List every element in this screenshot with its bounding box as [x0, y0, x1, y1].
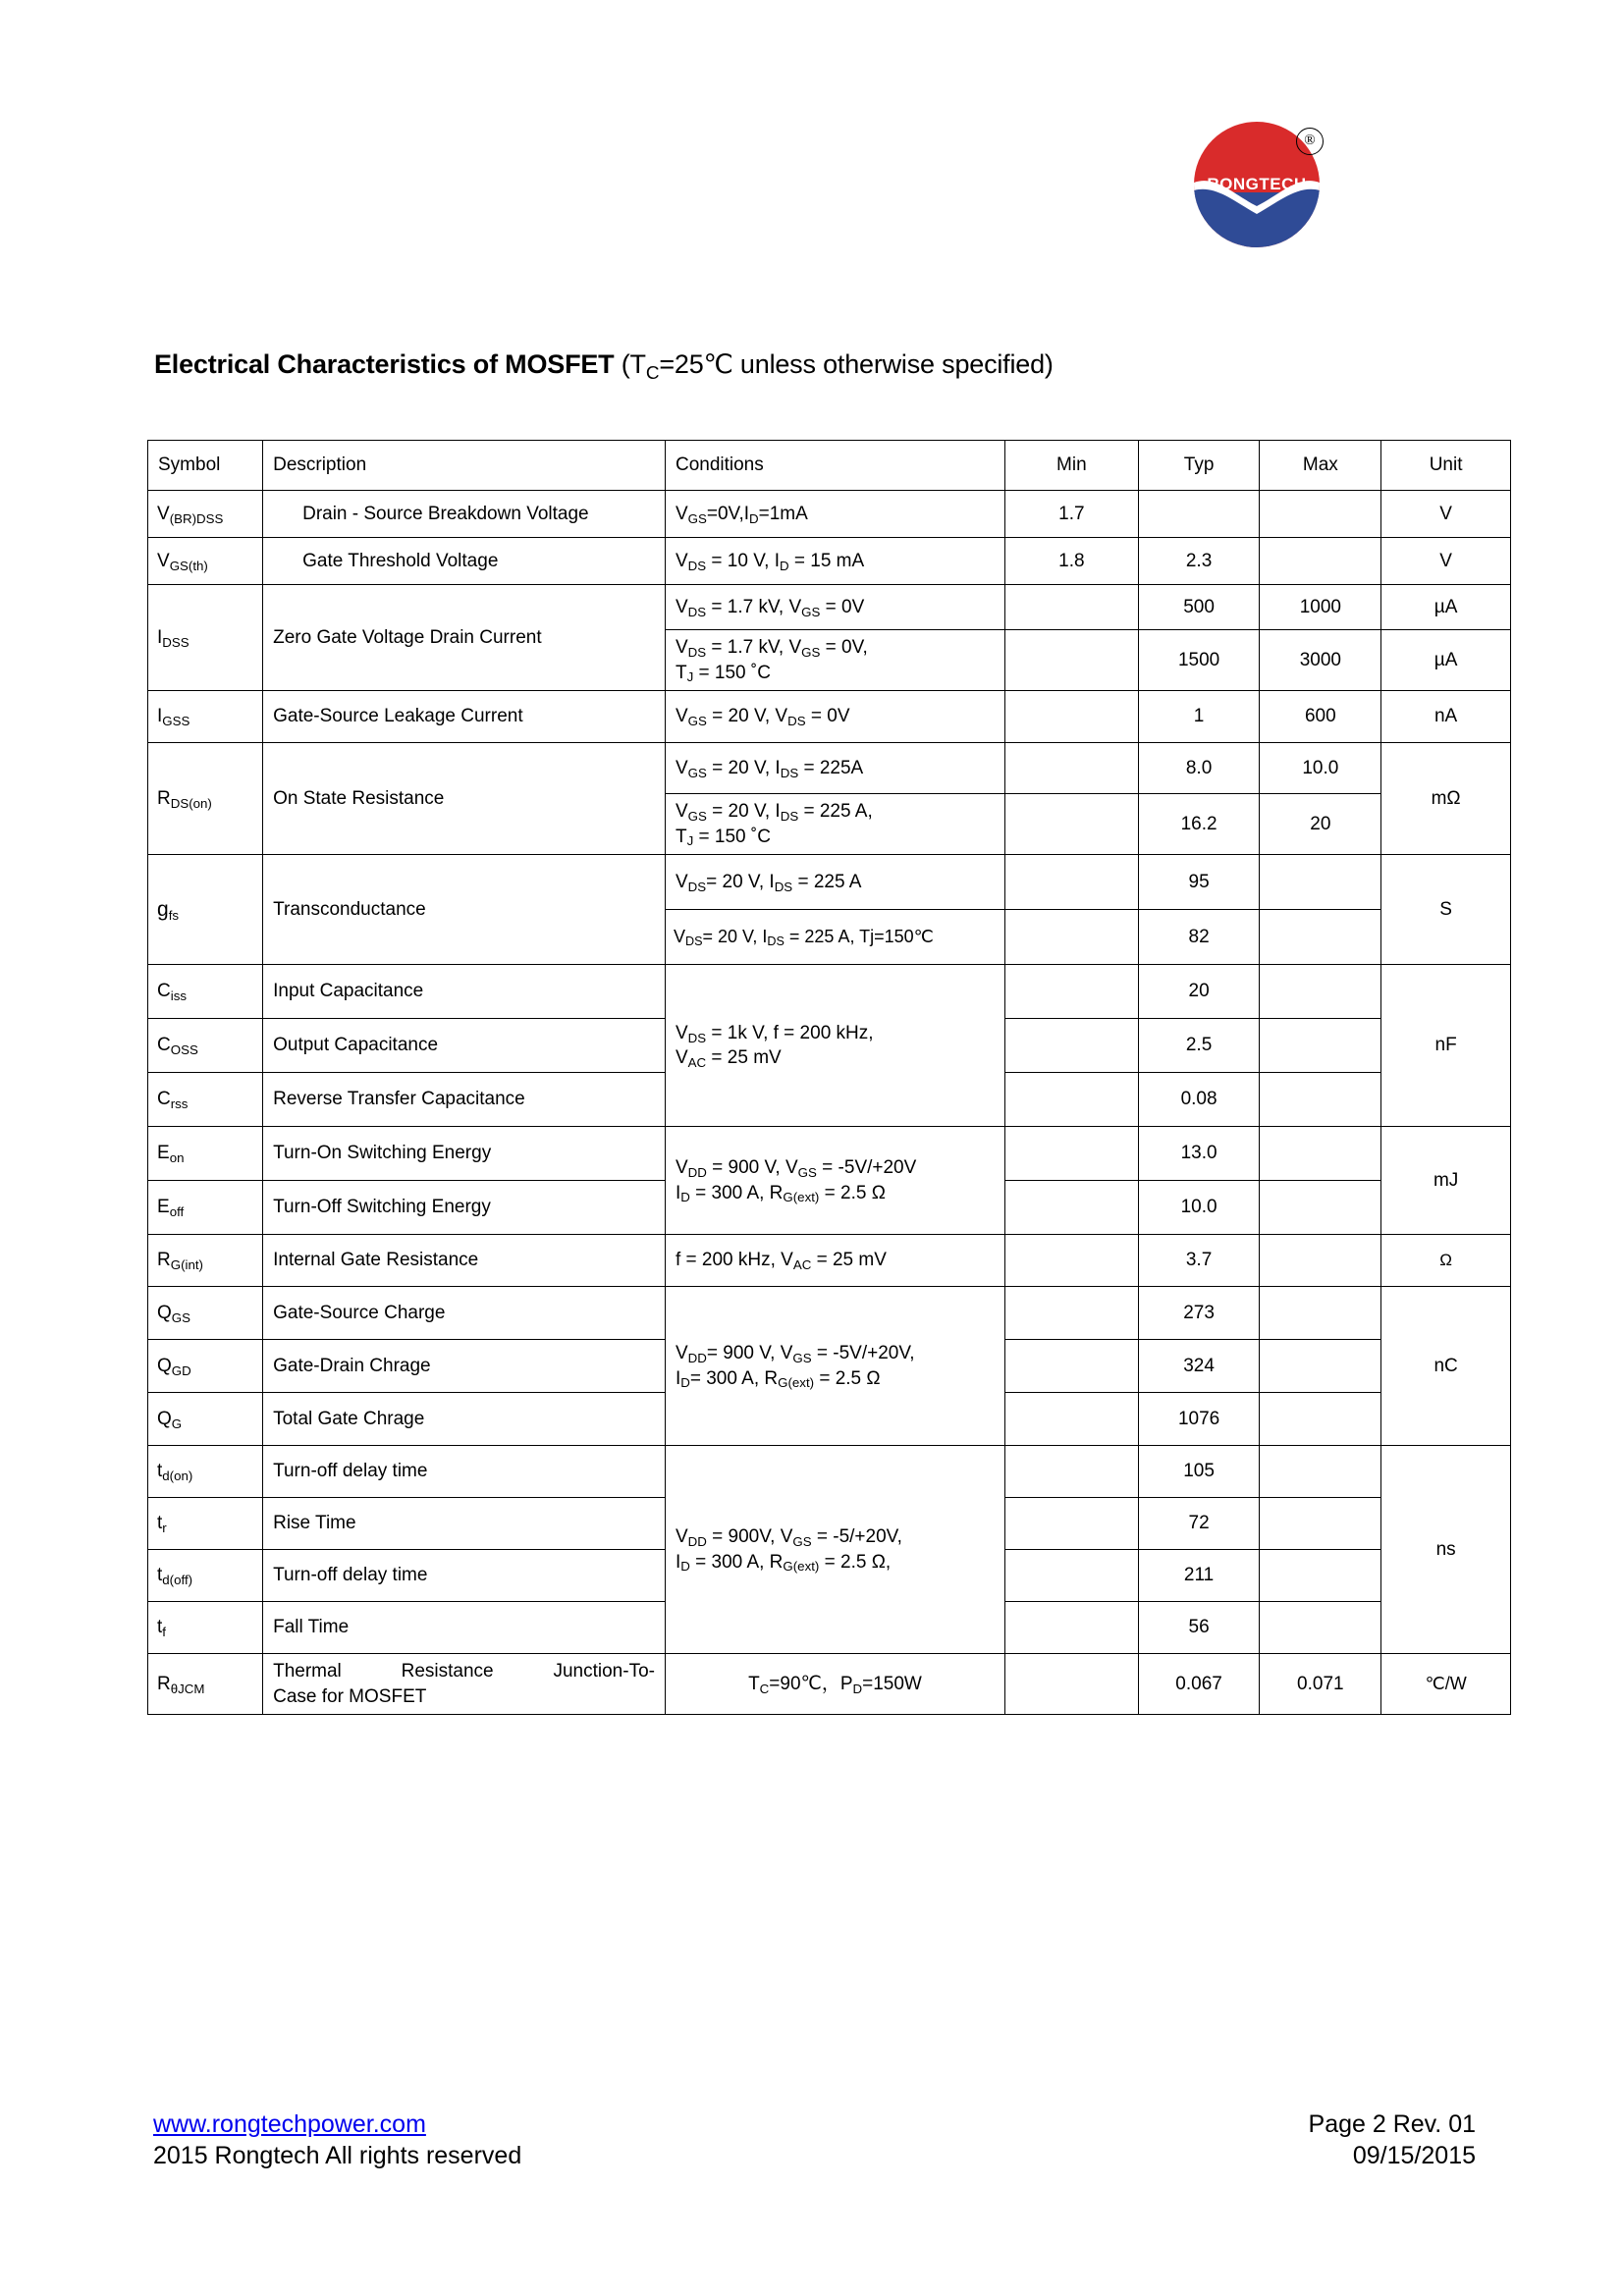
row-max: [1260, 1019, 1381, 1073]
table-row: [148, 538, 1511, 585]
rongtech-logo: [1174, 110, 1347, 238]
row-max: [1260, 855, 1381, 910]
row-description: Turn-On Switching Energy: [263, 1127, 666, 1181]
row-unit: µA: [1381, 585, 1511, 630]
page-title-suffix: =25℃ unless otherwise specified): [659, 349, 1054, 379]
row-min: [1004, 1181, 1138, 1235]
row-symbol: $E_{on}$: [148, 1127, 263, 1181]
row-description: Zero Gate Voltage Drain Current: [263, 585, 666, 691]
row-description: Drain - Source Breakdown Voltage: [263, 491, 666, 538]
row-typ: 13.0: [1138, 1127, 1260, 1181]
col-header-max: Max: [1260, 441, 1381, 491]
row-typ: 1: [1138, 691, 1260, 743]
row-max: 0.071: [1260, 1654, 1381, 1715]
row-max: [1260, 1235, 1381, 1287]
row-unit: ℃/W: [1381, 1654, 1511, 1715]
row-conditions: $V_{DS} = 1.7$ kV, $V_{GS} = 0V$: [665, 585, 1004, 630]
row-min: [1004, 1287, 1138, 1340]
row-max: 3000: [1260, 630, 1381, 691]
row-max: [1260, 538, 1381, 585]
table-row: [148, 691, 1511, 743]
footer-left: [153, 2109, 521, 2171]
row-symbol: $C_{OSS}$: [148, 1019, 263, 1073]
row-unit: Ω: [1381, 1235, 1511, 1287]
row-symbol: $Q_{GS}$: [148, 1287, 263, 1340]
row-typ: 56: [1138, 1602, 1260, 1654]
row-typ: 8.0: [1138, 743, 1260, 794]
row-symbol: $C_{rss}$: [148, 1073, 263, 1127]
row-description: Turn-off delay time: [263, 1550, 666, 1602]
row-max: [1260, 1181, 1381, 1235]
row-unit-merged: nC: [1381, 1287, 1511, 1446]
row-typ: 500: [1138, 585, 1260, 630]
row-typ: 1076: [1138, 1393, 1260, 1446]
row-description: Internal Gate Resistance: [263, 1235, 666, 1287]
table-row: [148, 743, 1511, 794]
row-unit: mΩ: [1381, 743, 1511, 855]
row-typ: 95: [1138, 855, 1260, 910]
row-symbol: $R_{\theta JCM}$: [148, 1654, 263, 1715]
col-header-symbol: Symbol: [148, 441, 263, 491]
row-conditions: $V_{GS} = 20$ V, $I_{DS} = 225$ A, $T_J = 150$ ˚C: [665, 794, 1004, 855]
row-min: [1004, 1602, 1138, 1654]
col-header-description: Description: [263, 441, 666, 491]
row-min: 1.8: [1004, 538, 1138, 585]
row-description: Gate Threshold Voltage: [263, 538, 666, 585]
row-conditions: $V_{DS}= 20$ V, $I_{DS} = 225$ A, Tj=150℃: [665, 910, 1004, 965]
row-symbol: $Q_G$: [148, 1393, 263, 1446]
row-min: [1004, 910, 1138, 965]
table-header-row: [148, 441, 1511, 491]
row-description: Turn-off delay time: [263, 1446, 666, 1498]
page-title-bold: Electrical Characteristics of MOSFET: [154, 349, 615, 379]
page-title-subscript: C: [645, 362, 660, 384]
row-max: [1260, 1287, 1381, 1340]
row-description: Gate-Drain Chrage: [263, 1340, 666, 1393]
row-conditions: $V_{GS} = 20$ V, $V_{DS} = 0V$: [665, 691, 1004, 743]
footer-date: 09/15/2015: [1352, 2142, 1476, 2169]
registered-trademark-icon: ®: [1296, 128, 1324, 155]
row-symbol: $V_{GS(th)}$: [148, 538, 263, 585]
col-header-min: Min: [1004, 441, 1138, 491]
page-footer: [0, 2109, 1623, 2197]
col-header-unit: Unit: [1381, 441, 1511, 491]
row-min: [1004, 585, 1138, 630]
row-max: [1260, 1498, 1381, 1550]
page-title: [154, 349, 1054, 384]
copyright-text: 2015 Rongtech All rights reserved: [153, 2142, 522, 2169]
row-symbol: $Q_{GD}$: [148, 1340, 263, 1393]
row-min: [1004, 1127, 1138, 1181]
row-typ: 0.067: [1138, 1654, 1260, 1715]
row-symbol: $g_{fs}$: [148, 855, 263, 965]
row-description-line1: Thermal Resistance Junction-To-: [273, 1661, 655, 1682]
table-row: [148, 1127, 1511, 1181]
page-title-prefix: (T: [614, 349, 646, 379]
row-min: [1004, 1446, 1138, 1498]
table-row: [148, 491, 1511, 538]
row-min: 1.7: [1004, 491, 1138, 538]
row-typ: 82: [1138, 910, 1260, 965]
electrical-characteristics-table-wrapper: [147, 440, 1511, 1715]
row-conditions-merged: $V_{DD} = 900V$, $V_{GS} = -5/+20V$, $I_D = 300$ A, $R_{G(ext)} = 2.5$ Ω,: [665, 1446, 1004, 1654]
row-symbol: $C_{iss}$: [148, 965, 263, 1019]
row-typ: 3.7: [1138, 1235, 1260, 1287]
row-max: 600: [1260, 691, 1381, 743]
row-max: 1000: [1260, 585, 1381, 630]
row-unit: V: [1381, 538, 1511, 585]
row-typ: 211: [1138, 1550, 1260, 1602]
row-max: [1260, 910, 1381, 965]
row-typ: 324: [1138, 1340, 1260, 1393]
row-description: Gate-Source Charge: [263, 1287, 666, 1340]
website-link[interactable]: www.rongtechpower.com: [153, 2110, 426, 2138]
row-min: [1004, 1235, 1138, 1287]
row-description: On State Resistance: [263, 743, 666, 855]
row-conditions: $V_{GS}=0V,I_D=1mA$: [665, 491, 1004, 538]
col-header-typ: Typ: [1138, 441, 1260, 491]
row-min: [1004, 794, 1138, 855]
row-conditions: $V_{DS}= 20$ V, $I_{DS} = 225$ A: [665, 855, 1004, 910]
row-min: [1004, 1550, 1138, 1602]
row-unit: nA: [1381, 691, 1511, 743]
row-description: [263, 1654, 666, 1715]
row-description: Gate-Source Leakage Current: [263, 691, 666, 743]
row-description: Reverse Transfer Capacitance: [263, 1073, 666, 1127]
col-header-conditions: Conditions: [665, 441, 1004, 491]
row-min: [1004, 965, 1138, 1019]
row-description: Transconductance: [263, 855, 666, 965]
row-conditions-merged: $V_{DD}= 900$ V, $V_{GS} = -5V/+20V$, $I_D= 300$ A, $R_{G(ext)} = 2.5$ Ω: [665, 1287, 1004, 1446]
page-revision-text: Page 2 Rev. 01: [1308, 2110, 1476, 2138]
row-unit: µA: [1381, 630, 1511, 691]
row-symbol: $R_{DS(on)}$: [148, 743, 263, 855]
row-min: [1004, 1393, 1138, 1446]
row-max: [1260, 491, 1381, 538]
row-symbol: $t_f$: [148, 1602, 263, 1654]
row-max: [1260, 1550, 1381, 1602]
row-max: [1260, 1446, 1381, 1498]
row-typ: 273: [1138, 1287, 1260, 1340]
row-typ: 20: [1138, 965, 1260, 1019]
row-unit-merged: mJ: [1381, 1127, 1511, 1235]
row-typ: 2.5: [1138, 1019, 1260, 1073]
row-min: [1004, 1019, 1138, 1073]
row-min: [1004, 1073, 1138, 1127]
row-unit-merged: ns: [1381, 1446, 1511, 1654]
row-max: [1260, 1127, 1381, 1181]
table-row: [148, 1446, 1511, 1498]
table-row: [148, 1287, 1511, 1340]
row-min: [1004, 743, 1138, 794]
row-min: [1004, 1340, 1138, 1393]
row-typ: 10.0: [1138, 1181, 1260, 1235]
row-min: [1004, 855, 1138, 910]
row-unit-merged: nF: [1381, 965, 1511, 1127]
row-max: [1260, 1073, 1381, 1127]
electrical-characteristics-table: [147, 440, 1511, 1715]
row-min: [1004, 1654, 1138, 1715]
row-typ: 16.2: [1138, 794, 1260, 855]
row-conditions: $V_{DS} = 10$ V, $I_D = 15$ mA: [665, 538, 1004, 585]
row-symbol: $t_{d(off)}$: [148, 1550, 263, 1602]
row-conditions: $T_C=90℃$，$P_D=150W$: [665, 1654, 1004, 1715]
table-row: [148, 1654, 1511, 1715]
row-symbol: $R_{G(int)}$: [148, 1235, 263, 1287]
row-typ: 0.08: [1138, 1073, 1260, 1127]
table-row: [148, 1235, 1511, 1287]
row-conditions: f = 200 kHz, $V_{AC} = 25$ mV: [665, 1235, 1004, 1287]
row-description-line2: Case for MOSFET: [273, 1685, 427, 1707]
table-row: [148, 855, 1511, 910]
row-typ: 1500: [1138, 630, 1260, 691]
row-max: [1260, 1393, 1381, 1446]
table-row: [148, 965, 1511, 1019]
row-description: Fall Time: [263, 1602, 666, 1654]
row-symbol: $E_{off}$: [148, 1181, 263, 1235]
row-min: [1004, 691, 1138, 743]
row-max: [1260, 965, 1381, 1019]
row-min: [1004, 630, 1138, 691]
row-min: [1004, 1498, 1138, 1550]
row-description: Turn-Off Switching Energy: [263, 1181, 666, 1235]
footer-right: [1309, 2109, 1476, 2171]
row-description: Total Gate Chrage: [263, 1393, 666, 1446]
row-max: 20: [1260, 794, 1381, 855]
row-unit: V: [1381, 491, 1511, 538]
row-typ: 2.3: [1138, 538, 1260, 585]
row-typ: 105: [1138, 1446, 1260, 1498]
row-conditions: $V_{DS} = 1.7$ kV, $V_{GS} = 0V$, $T_J = 150$ ˚C: [665, 630, 1004, 691]
logo-brand-text: RONGTECH: [1207, 175, 1307, 193]
row-typ: 72: [1138, 1498, 1260, 1550]
table-row: [148, 585, 1511, 630]
row-symbol: $I_{DSS}$: [148, 585, 263, 691]
row-conditions-merged: $V_{DS} = 1k$ V, f = 200 kHz, $V_{AC} = 25$ mV: [665, 965, 1004, 1127]
row-symbol: $V_{(BR)DSS}$: [148, 491, 263, 538]
row-conditions-merged: $V_{DD} = 900$ V, $V_{GS} = -5V/+20V$ $I_D = 300$ A, $R_{G(ext)} = 2.5$ Ω: [665, 1127, 1004, 1235]
row-description: Rise Time: [263, 1498, 666, 1550]
row-symbol: $I_{GSS}$: [148, 691, 263, 743]
row-conditions: $V_{GS} = 20$ V, $I_{DS} = 225A$: [665, 743, 1004, 794]
row-max: 10.0: [1260, 743, 1381, 794]
row-max: [1260, 1602, 1381, 1654]
row-unit: S: [1381, 855, 1511, 965]
row-symbol: $t_r$: [148, 1498, 263, 1550]
row-description: Output Capacitance: [263, 1019, 666, 1073]
row-max: [1260, 1340, 1381, 1393]
row-typ: [1138, 491, 1260, 538]
row-symbol: $t_{d(on)}$: [148, 1446, 263, 1498]
row-description: Input Capacitance: [263, 965, 666, 1019]
